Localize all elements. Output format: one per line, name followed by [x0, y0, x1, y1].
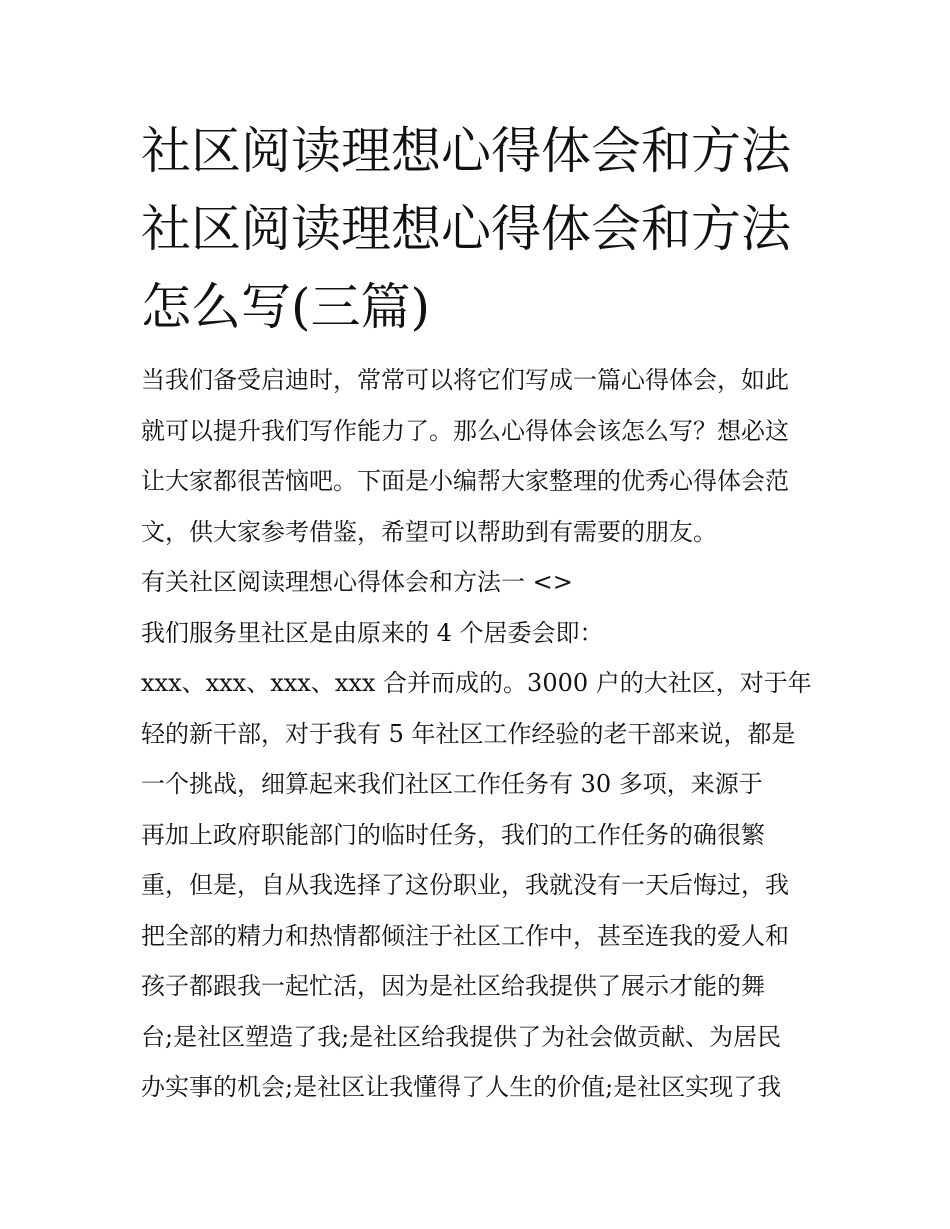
body-line: 轻的新干部，对于我有 5 年社区工作经验的老干部来说，都是 [141, 719, 796, 748]
document-body [141, 355, 831, 1113]
body-line: xxx、xxx、xxx、xxx 合并而成的。3000 户的大社区，对于年 [141, 669, 812, 697]
body-line: 重，但是，自从我选择了这份职业，我就没有一天后悔过，我 [141, 871, 789, 899]
body-line: 把全部的精力和热情都倾注于社区工作中，甚至连我的爱人和 [141, 921, 789, 950]
title-line: 社区阅读理想心得体会和方法 [141, 200, 791, 258]
document-title [141, 112, 831, 346]
body-line: 文，供大家参考借鉴，希望可以帮助到有需要的朋友。 [141, 517, 717, 546]
body-line: 我们服务里社区是由原来的 4 个居委会即： [141, 618, 604, 647]
body-line: 一个挑战，细算起来我们社区工作任务有 30 多项，来源于 [141, 770, 763, 798]
body-line: 办实事的机会;是社区让我懂得了人生的价值;是社区实现了我 [141, 1073, 782, 1101]
body-line: 台;是社区塑造了我;是社区给我提供了为社会做贡献、为居民 [141, 1022, 782, 1051]
section-heading: 有关社区阅读理想心得体会和方法一 <> [141, 568, 573, 596]
body-line: 孩子都跟我一起忙活，因为是社区给我提供了展示才能的舞 [141, 972, 765, 1000]
body-line: 让大家都很苦恼吧。下面是小编帮大家整理的优秀心得体会范 [141, 467, 789, 495]
body-line: 就可以提升我们写作能力了。那么心得体会该怎么写？想必这 [141, 416, 789, 445]
body-line: 再加上政府职能部门的临时任务，我们的工作任务的确很繁 [141, 820, 765, 849]
title-line: 社区阅读理想心得体会和方法 [141, 122, 791, 180]
title-line: 怎么写(三篇) [141, 278, 431, 336]
body-line: 当我们备受启迪时，常常可以将它们写成一篇心得体会，如此 [141, 366, 789, 394]
